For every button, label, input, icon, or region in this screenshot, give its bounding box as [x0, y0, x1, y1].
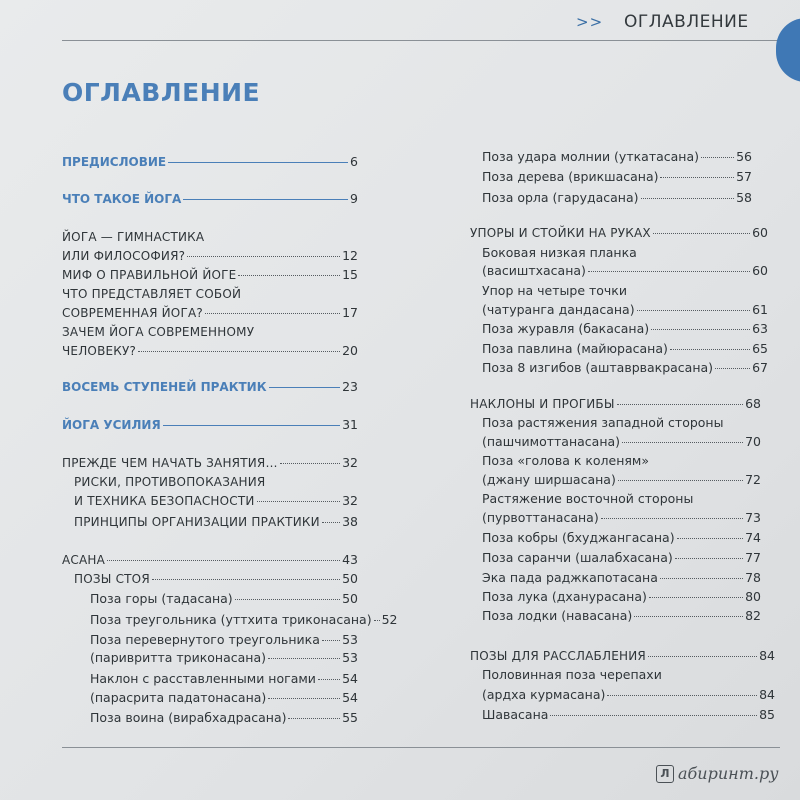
toc-leader — [588, 271, 750, 272]
toc-entry — [90, 687, 358, 709]
toc-label: Поза лодки (навасана) — [482, 608, 633, 623]
toc-page: 20 — [342, 343, 358, 358]
toc-label: ЙОГА — ГИМНАСТИКА — [62, 230, 205, 244]
toc-page: 38 — [342, 514, 358, 529]
toc-page: 68 — [745, 396, 761, 411]
toc-label: (паривритта триконасана) — [90, 650, 267, 665]
toc-leader — [318, 679, 340, 680]
footer-divider — [62, 747, 780, 748]
toc-label: Боковая низкая планка — [482, 245, 637, 260]
toc-leader — [187, 256, 340, 257]
toc-page: 53 — [342, 650, 358, 665]
toc-page: 80 — [745, 589, 761, 604]
toc-page: 31 — [342, 417, 358, 432]
toc-label: ВОСЕМЬ СТУПЕНЕЙ ПРАКТИК — [62, 380, 267, 394]
toc-page: 56 — [736, 149, 752, 164]
toc-entry — [482, 704, 775, 726]
toc-leader — [641, 198, 735, 199]
toc-label: Поза горы (тадасана) — [90, 591, 233, 606]
toc-entry — [90, 609, 398, 631]
toc-page: 85 — [759, 707, 775, 722]
watermark-logo-icon: Л — [656, 765, 674, 783]
toc-page: 84 — [759, 648, 775, 663]
toc-page: 43 — [342, 552, 358, 567]
toc-page: 50 — [342, 571, 358, 586]
toc-leader — [617, 404, 743, 405]
toc-entry — [482, 507, 761, 529]
toc-leader — [268, 658, 340, 659]
toc-entry — [74, 490, 358, 512]
toc-page: 74 — [745, 530, 761, 545]
toc-leader — [637, 310, 751, 311]
toc-page: 78 — [745, 570, 761, 585]
toc-label: Эка пада раджкапотасана — [482, 570, 658, 585]
toc-page: 15 — [342, 267, 358, 282]
toc-leader — [677, 538, 743, 539]
toc-entry — [470, 222, 768, 244]
toc-leader — [622, 442, 743, 443]
toc-entry — [62, 188, 358, 210]
toc-page: 54 — [342, 671, 358, 686]
toc-label: Поза 8 изгибов (аштаврвакрасана) — [482, 360, 714, 375]
toc-leader — [550, 715, 757, 716]
toc-page: 55 — [342, 710, 358, 725]
toc-leader — [268, 698, 340, 699]
toc-leader — [601, 518, 743, 519]
toc-entry — [482, 527, 761, 549]
toc-label: ПОЗЫ СТОЯ — [74, 572, 150, 586]
toc-page: 23 — [342, 379, 358, 394]
toc-label: Шавасана — [482, 707, 549, 722]
toc-label: Поза удара молнии (уткатасана) — [482, 149, 700, 164]
toc-leader — [168, 162, 348, 163]
toc-label: Поза растяжения западной стороны — [482, 415, 724, 430]
toc-leader — [670, 349, 750, 350]
toc-entry — [482, 166, 752, 188]
toc-entry — [482, 187, 752, 209]
toc-page: 12 — [342, 248, 358, 263]
toc-label: Растяжение восточной стороны — [482, 491, 694, 506]
toc-leader — [163, 425, 340, 426]
toc-label: Поза воина (вирабхадрасана) — [90, 710, 287, 725]
toc-entry — [74, 568, 358, 590]
toc-leader — [651, 329, 750, 330]
toc-leader — [205, 313, 340, 314]
toc-leader — [715, 368, 750, 369]
toc-page: 63 — [752, 321, 768, 336]
toc-label: ЗАЧЕМ ЙОГА СОВРЕМЕННОМУ — [62, 325, 255, 339]
toc-entry — [482, 146, 752, 168]
toc-label: Поза треугольника (уттхита триконасана) — [90, 612, 372, 627]
toc-leader — [238, 275, 340, 276]
toc-page: 61 — [752, 302, 768, 317]
toc-label: ЧТО ПРЕДСТАВЛЯЕТ СОБОЙ — [62, 287, 242, 301]
toc-page: 53 — [342, 632, 358, 647]
toc-label: Упор на четыре точки — [482, 283, 627, 298]
toc-page: 72 — [745, 472, 761, 487]
toc-label: (пурвоттанасана) — [482, 510, 599, 525]
toc-label: ПРЕЖДЕ ЧЕМ НАЧАТЬ ЗАНЯТИЯ… — [62, 456, 278, 470]
toc-label: Поза «голова к коленям» — [482, 453, 649, 468]
toc-entry — [62, 151, 358, 173]
toc-leader — [183, 199, 348, 200]
toc-page: 6 — [350, 154, 358, 169]
toc-label: АСАНА — [62, 553, 106, 567]
toc-page: 57 — [736, 169, 752, 184]
toc-label: (ардха курмасана) — [482, 687, 606, 702]
toc-page: 84 — [759, 687, 775, 702]
toc-leader — [607, 695, 757, 696]
toc-page: 9 — [350, 191, 358, 206]
toc-page: 58 — [736, 190, 752, 205]
toc-page: 67 — [752, 360, 768, 375]
toc-leader — [634, 616, 743, 617]
toc-entry — [62, 376, 358, 398]
toc-label: ЙОГА УСИЛИЯ — [62, 418, 161, 432]
toc-label: ПРИНЦИПЫ ОРГАНИЗАЦИИ ПРАКТИКИ — [74, 515, 320, 529]
toc-label: (чатуранга дандасана) — [482, 302, 635, 317]
toc-label: Поза кобры (бхуджангасана) — [482, 530, 675, 545]
toc-label: Половинная поза черепахи — [482, 667, 662, 682]
toc-label: НАКЛОНЫ И ПРОГИБЫ — [470, 397, 615, 411]
toc-label: Поза журавля (бакасана) — [482, 321, 650, 336]
toc-leader — [322, 640, 340, 641]
toc-page: 54 — [342, 690, 358, 705]
toc-page: 60 — [752, 225, 768, 240]
toc-page: 73 — [745, 510, 761, 525]
toc-entry — [482, 684, 775, 706]
toc-page: 17 — [342, 305, 358, 320]
toc-label: РИСКИ, ПРОТИВОПОКАЗАНИЯ — [74, 475, 266, 489]
toc-entry — [482, 547, 761, 569]
toc-leader — [152, 579, 340, 580]
toc-label: Поза саранчи (шалабхасана) — [482, 550, 673, 565]
toc-entry — [482, 664, 775, 686]
toc-label: ЧЕЛОВЕКУ? — [62, 344, 137, 358]
toc-label: ИЛИ ФИЛОСОФИЯ? — [62, 249, 186, 263]
toc-label: Поза лука (дханурасана) — [482, 589, 647, 604]
toc-entry — [482, 318, 768, 340]
toc-entry — [482, 357, 768, 379]
toc-page: 60 — [752, 263, 768, 278]
toc-label: ПРЕДИСЛОВИЕ — [62, 155, 167, 169]
toc-entry — [90, 647, 358, 669]
toc-label: ПОЗЫ ДЛЯ РАССЛАБЛЕНИЯ — [470, 649, 646, 663]
toc-label: МИФ О ПРАВИЛЬНОЙ ЙОГЕ — [62, 268, 237, 282]
toc-leader — [280, 463, 340, 464]
toc-entry — [90, 707, 358, 729]
toc-leader — [701, 157, 734, 158]
toc-label: СОВРЕМЕННАЯ ЙОГА? — [62, 306, 203, 320]
toc-page: 65 — [752, 341, 768, 356]
watermark-text: абиринт.ру — [678, 764, 779, 783]
running-header-title: ОГЛАВЛЕНИЕ — [624, 12, 749, 32]
toc-page: 77 — [745, 550, 761, 565]
toc-leader — [653, 233, 750, 234]
toc-label: Наклон с расставленными ногами — [90, 671, 316, 686]
toc-page: 52 — [381, 612, 398, 627]
toc-label: (парасрита падатонасана) — [90, 690, 267, 705]
toc-page: 50 — [342, 591, 358, 606]
toc-leader — [288, 718, 340, 719]
toc-label: Поза павлина (майюрасана) — [482, 341, 668, 356]
toc-page: 32 — [342, 493, 358, 508]
toc-leader — [257, 501, 341, 502]
header-arrows: >> — [576, 13, 604, 31]
corner-tab-marker — [776, 18, 800, 82]
toc-entry — [74, 511, 358, 533]
toc-entry — [90, 588, 358, 610]
toc-leader — [269, 387, 341, 388]
toc-label: Поза орла (гарудасана) — [482, 190, 639, 205]
toc-entry — [62, 414, 358, 436]
header-divider — [62, 40, 780, 41]
toc-label: Поза дерева (врикшасана) — [482, 169, 659, 184]
watermark — [656, 764, 778, 783]
toc-leader — [322, 522, 340, 523]
toc-label: И ТЕХНИКА БЕЗОПАСНОСТИ — [74, 494, 255, 508]
toc-page: 82 — [745, 608, 761, 623]
toc-label: (пашчимоттанасана) — [482, 434, 621, 449]
toc-leader — [660, 177, 734, 178]
toc-leader — [660, 578, 743, 579]
toc-leader — [648, 656, 757, 657]
toc-entry — [482, 260, 768, 282]
toc-leader — [618, 480, 743, 481]
toc-label: (джану ширшасана) — [482, 472, 616, 487]
toc-leader — [235, 599, 340, 600]
toc-entry — [62, 340, 358, 362]
toc-leader — [675, 558, 743, 559]
toc-leader — [107, 560, 340, 561]
toc-label: (васиштхасана) — [482, 263, 586, 278]
page-title: ОГЛАВЛЕНИЕ — [62, 78, 261, 107]
toc-label: УПОРЫ И СТОЙКИ НА РУКАХ — [470, 226, 651, 240]
toc-page: 32 — [342, 455, 358, 470]
toc-entry — [482, 605, 761, 627]
toc-leader — [649, 597, 743, 598]
toc-label: Поза перевернутого треугольника — [90, 632, 320, 647]
toc-page: 70 — [745, 434, 761, 449]
toc-leader — [138, 351, 340, 352]
toc-leader — [374, 620, 380, 621]
toc-label: ЧТО ТАКОЕ ЙОГА — [62, 192, 182, 206]
